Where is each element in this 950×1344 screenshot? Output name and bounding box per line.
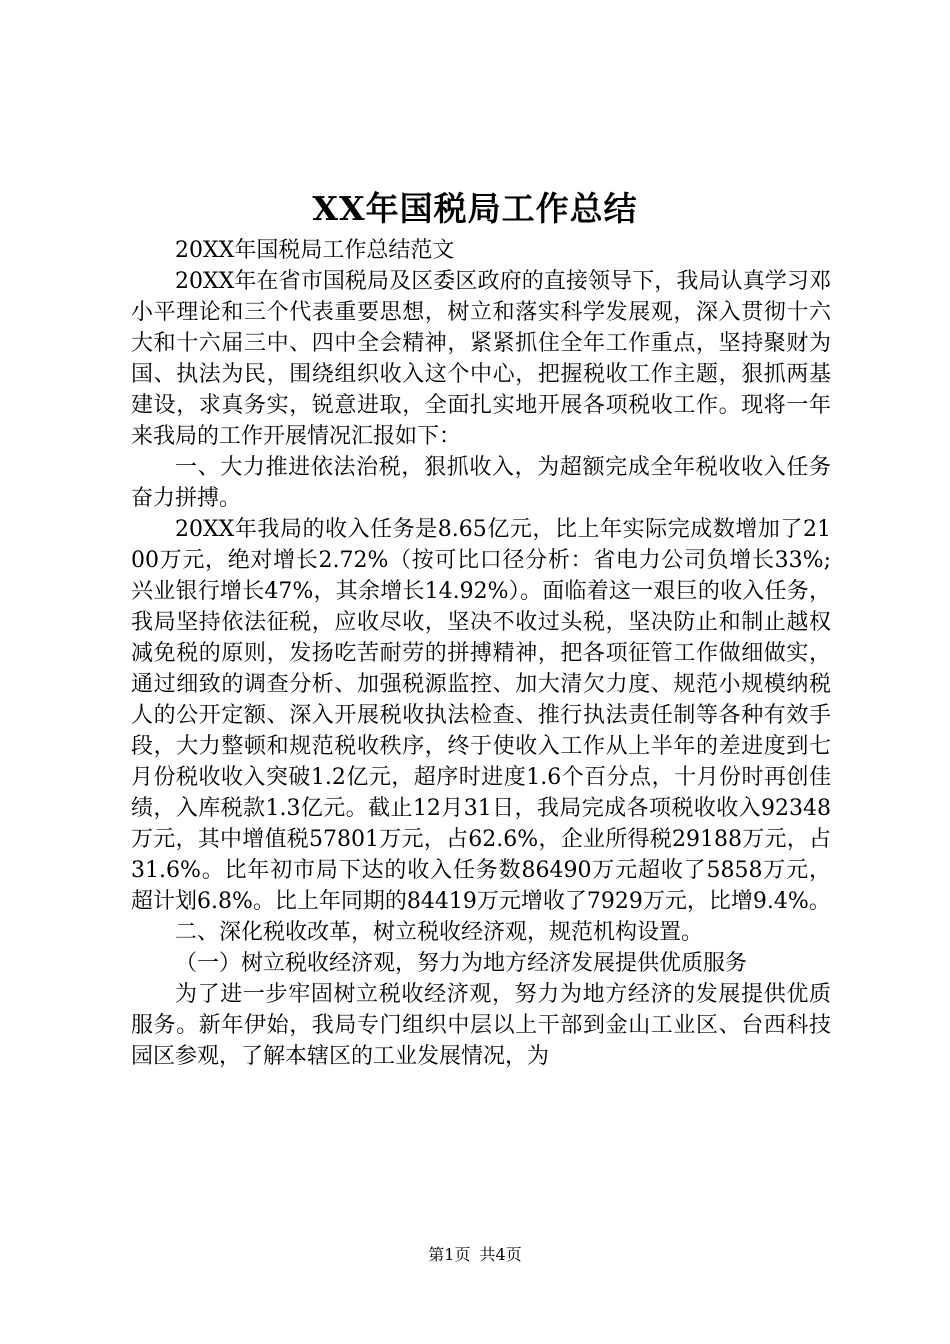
document-body <box>131 235 831 1072</box>
paragraph-subsection-1-heading: （一）树立税收经济观，努力为地方经济发展提供优质服务 <box>175 951 748 976</box>
paragraph-subtitle: 20XX年国税局工作总结范文 <box>175 238 455 263</box>
document-title: XX年国税局工作总结 <box>312 189 638 228</box>
page-number-current: 第1页 <box>428 1245 471 1264</box>
page-number-total: 共4页 <box>479 1245 522 1264</box>
page-footer <box>0 1244 950 1266</box>
paragraph-revenue-details: 20XX年我局的收入任务是8.65亿元，比上年实际完成数增加了2100万元，绝对增长2.72%（按可比口径分析：省电力公司负增长33%;兴业银行增长47%，其余增长14.92%）。面临着这一艰巨的收入任务，我局坚持依法征税，应收尽收，坚决不收过头税，坚决防止和制止越权减免税的原则，发扬吃苦耐劳的拼搏精神，把各项征管工作做细做实，通过细致的调查分析、加强税源监控、加大清欠力度、规范小规模纳税人的公开定额、深入开展税收执法检查、推行执法责任制等各种有效手段，大力整顿和规范税收秩序，终于使收入工作从上半年的差进度到七月份税收收入突破1.2亿元，超序时进度1.6个百分点，十月份时再创佳绩，入库税款1.3亿元。截止12月31日，我局完成各项税收收入92348万元，其中增值税57801万元，占62.6%，企业所得税29188万元，占31.6%。比年初市局下达的收入任务数86490万元超收了5858万元，超计划6.8%。比上年同期的84419万元增收了7929万元，比增9.4%。 <box>131 517 831 914</box>
paragraph-service-details: 为了进一步牢固树立税收经济观，努力为地方经济的发展提供优质服务。新年伊始，我局专门组织中层以上干部到金山工业区、台西科技园区参观，了解本辖区的工业发展情况，为 <box>131 982 831 1069</box>
paragraph-section-2-heading: 二、深化税收改革，树立税收经济观，规范机构设置。 <box>175 920 704 945</box>
paragraph-intro: 20XX年在省市国税局及区委区政府的直接领导下，我局认真学习邓小平理论和三个代表重要思想，树立和落实科学发展观，深入贯彻十六大和十六届三中、四中全会精神，紧紧抓住全年工作重点，坚持聚财为国、执法为民，围绕组织收入这个中心，把握税收工作主题，狠抓两基建设，求真务实，锐意进取，全面扎实地开展各项税收工作。现将一年来我局的工作开展情况汇报如下： <box>131 269 831 449</box>
paragraph-section-1-heading: 一、大力推进依法治税，狠抓收入，为超额完成全年税收收入任务奋力拼搏。 <box>131 455 831 511</box>
